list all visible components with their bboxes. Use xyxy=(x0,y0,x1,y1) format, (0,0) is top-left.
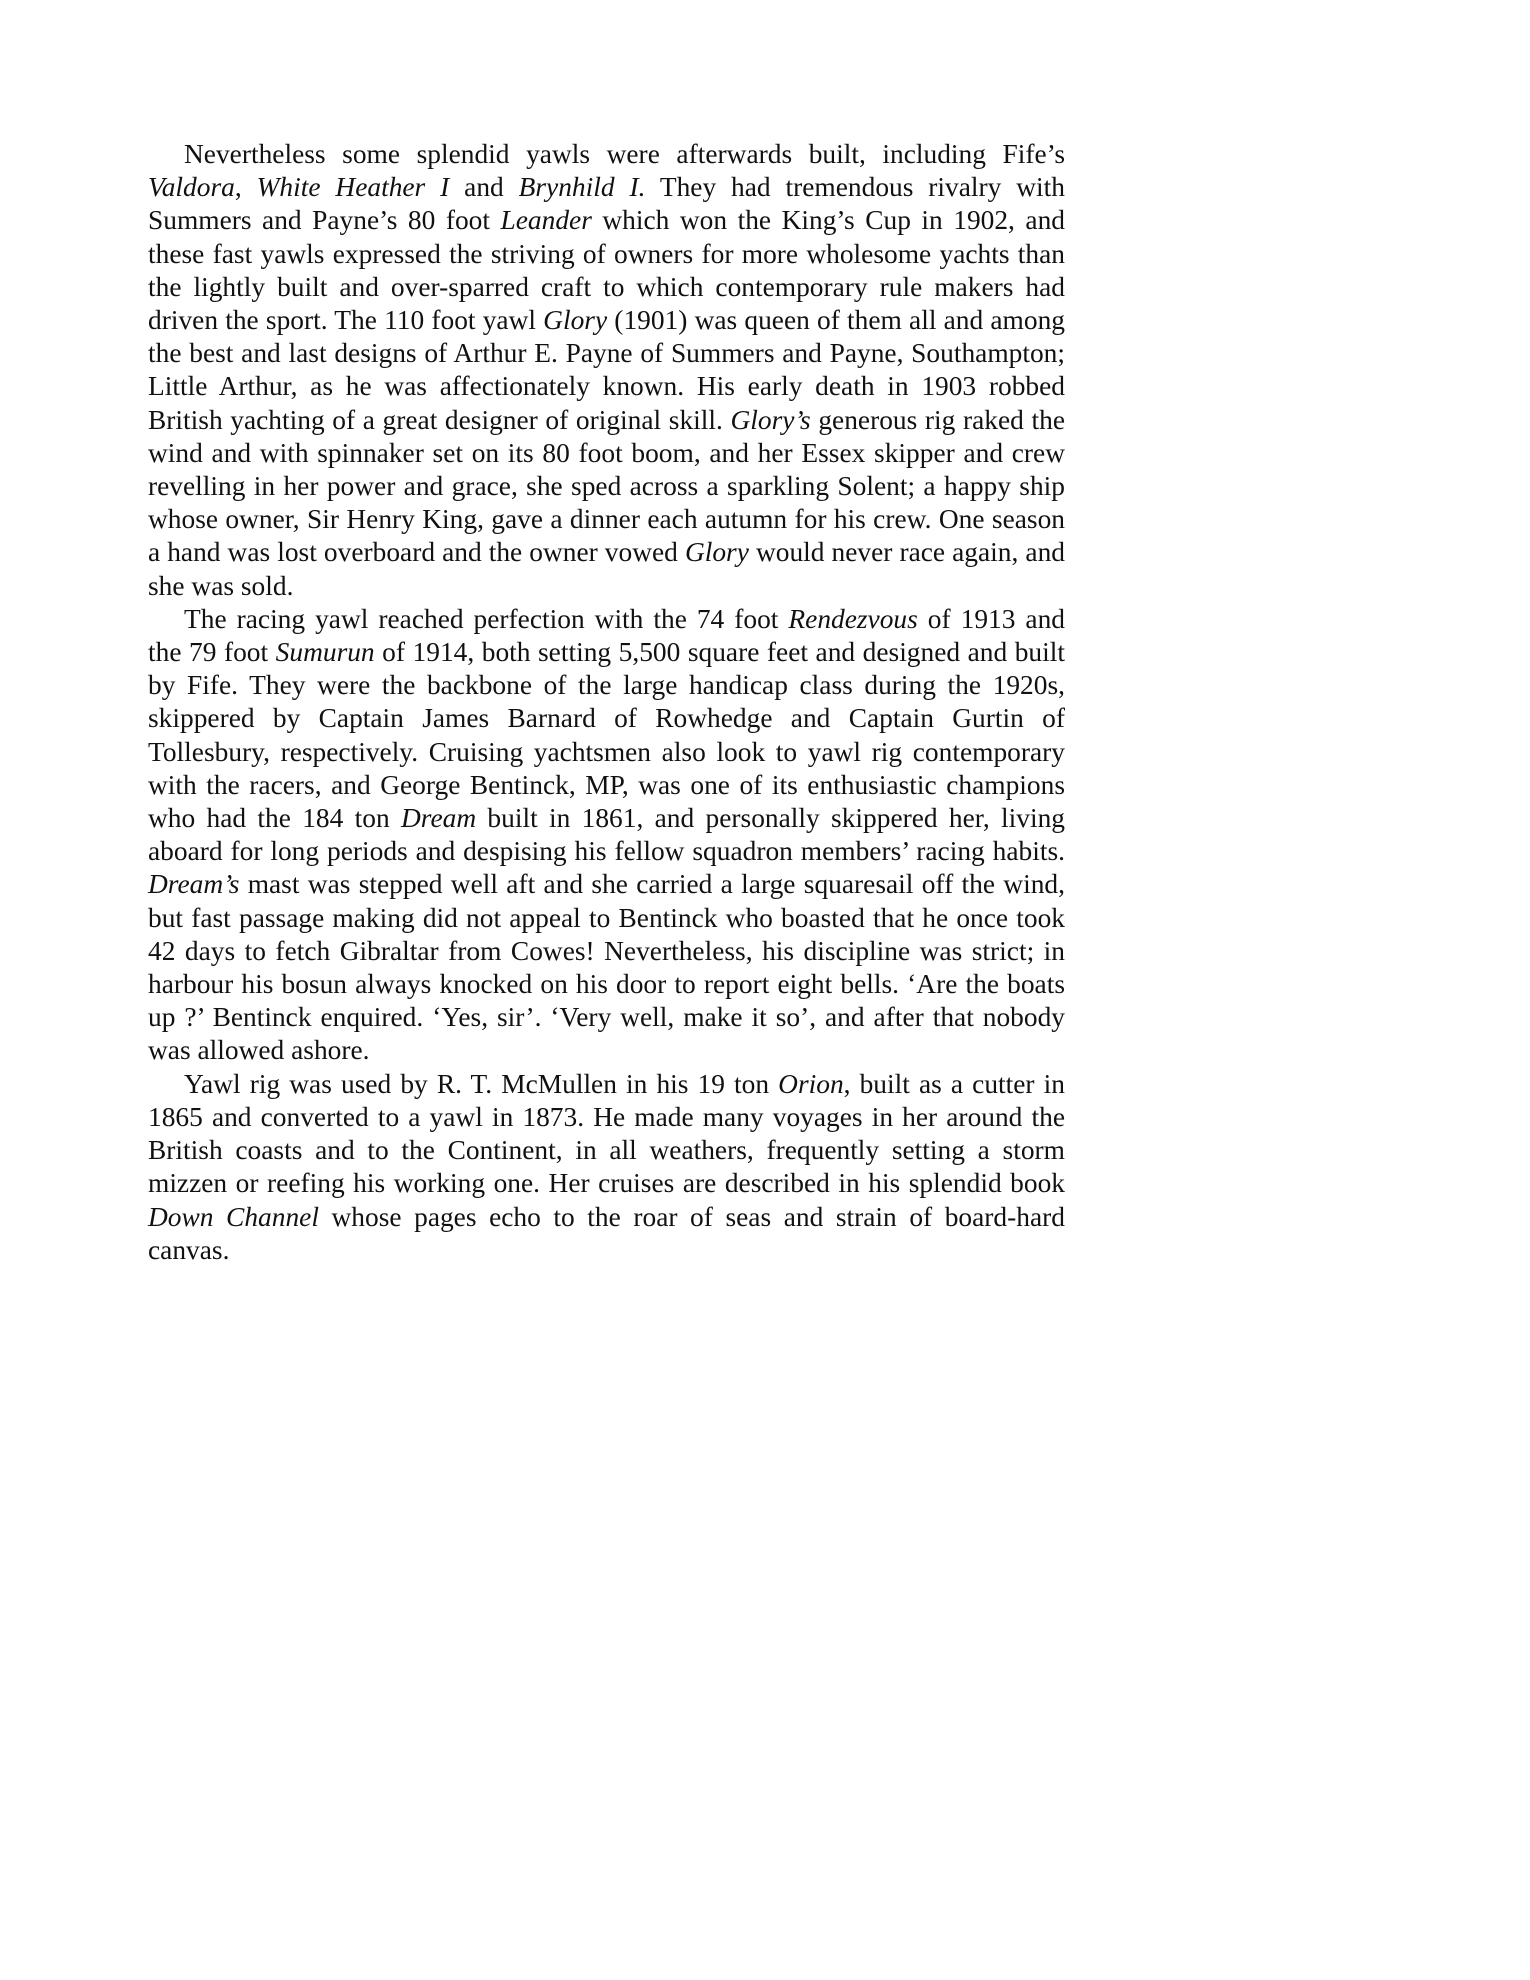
italic-title: Brynhild I. xyxy=(518,172,646,203)
text-run: and xyxy=(449,172,519,203)
italic-title: Glory xyxy=(684,537,749,568)
text-run: would never race again, and she was sold. xyxy=(148,537,1065,601)
text-run: Nevertheless some splendid yawls were afterwards built, including Fife’s xyxy=(184,139,1065,169)
italic-title: Leander xyxy=(500,205,592,236)
paragraph-1 xyxy=(148,138,1065,603)
italic-title: Dream xyxy=(401,803,477,834)
text-run: , built as a cutter in 1865 and converted to a yawl in 1873. He made many voyages in her around the British coasts and to the Continent, in all weathers, frequently setting a storm mizzen or reefing his working one. Her cruises are described in his splendid book xyxy=(148,1068,1065,1199)
text-run: generous rig raked the wind and with spinnaker set on its 80 foot boom, and her Essex skipper and crew revelling in her power and grace, she sped across a sparkling Solent; a happy ship whose owner, Sir Henry King, gave a dinner each autumn for his crew. One season a hand was lost overboard and the owner vowed xyxy=(148,404,1065,568)
italic-title: Down Channel xyxy=(148,1201,319,1232)
text-run: Yawl rig was used by R. T. McMullen in his 19 ton xyxy=(184,1068,779,1099)
paragraph-2 xyxy=(148,603,1065,1068)
body-text-column xyxy=(148,138,1065,1267)
text-run: They had tremendous rivalry with Summers and Payne’s 80 foot xyxy=(148,172,1065,236)
text-run: (1901) was queen of them all and among the best and last designs of Arthur E. Payne of Summers and Payne, Southampton; Little Arthur, as he was affectionately known. His early death in 1903 robbed British yachting of a great designer of original skill. xyxy=(148,305,1065,435)
paragraph-3 xyxy=(148,1068,1065,1267)
italic-title: Orion xyxy=(778,1068,844,1099)
text-run: which won the King’s Cup in 1902, and these fast yawls expressed the striving of owners for more wholesome yachts than the lightly built and over-sparred craft to which contemporary rule makers had driven the sport. The 110 foot yawl xyxy=(148,205,1065,336)
text-run: built in 1861, and personally skippered her, living aboard for long periods and despising his fellow squadron members’ racing habits. xyxy=(148,803,1065,867)
text-run: , xyxy=(234,172,257,203)
italic-title: Valdora xyxy=(148,172,235,203)
text-run: whose pages echo to the roar of seas and strain of board-hard canvas. xyxy=(148,1201,1065,1265)
italic-title: Rendezvous xyxy=(788,603,918,634)
italic-title: Glory xyxy=(543,305,608,336)
text-run: of 1913 and the 79 foot xyxy=(148,603,1066,668)
italic-title: White Heather I xyxy=(256,172,450,203)
italic-title: Sumurun xyxy=(275,637,375,668)
text-run: mast was stepped well aft and she carried a large squaresail off the wind, but fast passage making did not appeal to Bentinck who boasted that he once took 42 days to fetch Gibraltar from Cowes! Nevertheless, his discipline was strict; in harbour his bosun always knocked on his door to report eight bells. ‘Are the boats up ?’ Bentinck enquired. ‘Yes, sir’. ‘Very well, make it so’, and after that nobody was allowed ashore. xyxy=(148,869,1065,1066)
text-run: of 1914, both setting 5,500 square feet and designed and built by Fife. They were the backbone of the large handicap class during the 1920s, skippered by Captain James Barnard of Rowhedge and Captain Gurtin of Tollesbury, respectively. Cruising yachtsmen also look to yawl rig contemporary with the racers, and George Bentinck, MP, was one of its enthusiastic champions who had the 184 ton xyxy=(148,637,1065,834)
italic-title: Glory’s xyxy=(730,404,811,435)
text-run: The racing yawl reached perfection with the 74 foot xyxy=(184,603,789,634)
italic-title: Dream’s xyxy=(148,869,240,900)
